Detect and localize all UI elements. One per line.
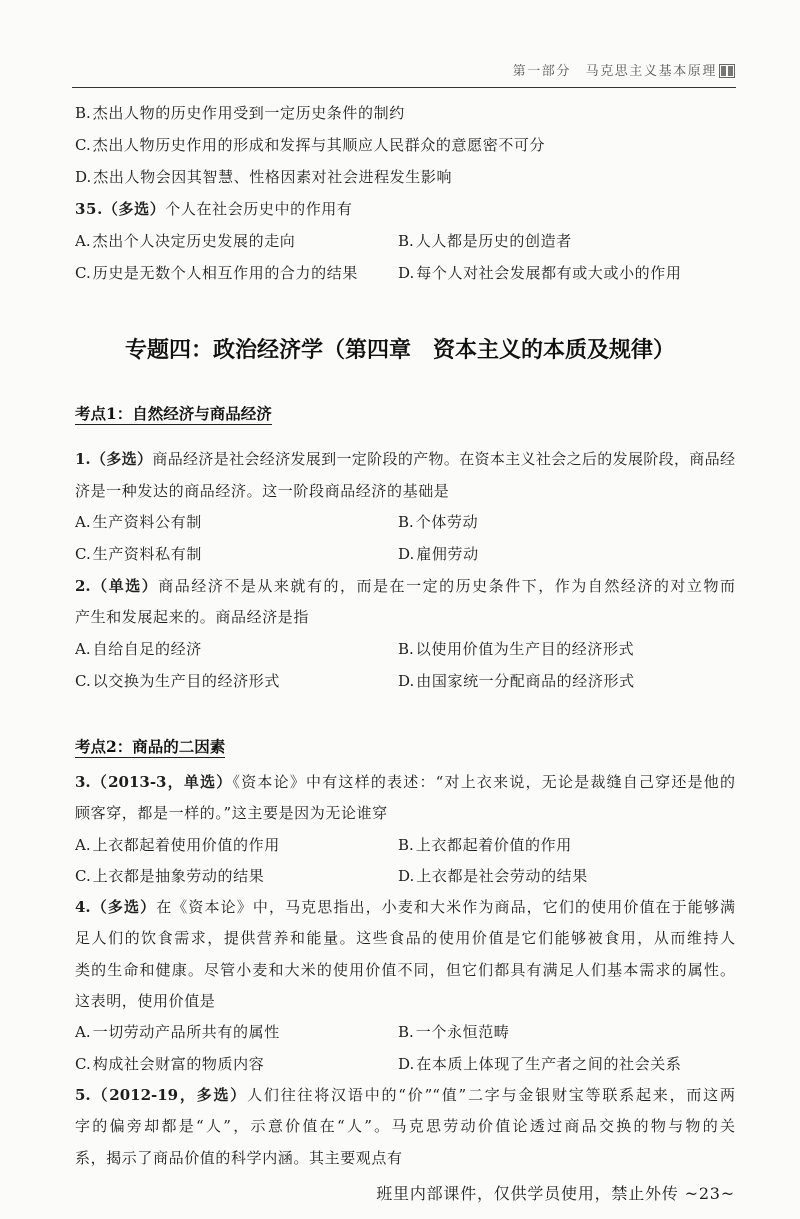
question-prefix: 4.（多选） bbox=[75, 898, 157, 917]
question-5-stem bbox=[75, 1080, 735, 1111]
option-label: C. bbox=[75, 264, 91, 282]
option-text: 以使用价值为生产目的经济形式 bbox=[415, 640, 635, 659]
option-label: B. bbox=[398, 1023, 414, 1042]
option-text: 杰出人物的历史作用受到一定历史条件的制约 bbox=[92, 104, 405, 122]
option-line bbox=[75, 129, 735, 161]
option-text: 一切劳动产品所共有的属性 bbox=[92, 1023, 280, 1042]
question-4-stem-cont bbox=[75, 986, 735, 1017]
option-a bbox=[75, 225, 398, 257]
book-icon bbox=[719, 64, 735, 78]
question-stem-text: 《资本论》中有这样的表述：“对上衣来说，无论是裁缝自己穿还是他的 bbox=[232, 773, 735, 791]
option-text: 上衣都起着使用价值的作用 bbox=[92, 835, 280, 854]
option-text: 雇佣劳动 bbox=[416, 545, 479, 564]
option-label: A. bbox=[75, 1023, 91, 1042]
option-label: C. bbox=[75, 866, 91, 885]
topic-2-title bbox=[75, 732, 225, 762]
question-2-stem-cont bbox=[75, 602, 735, 634]
question-stem-text: 系，揭示了商品价值的科学内涵。其主要观点有 bbox=[75, 1148, 403, 1167]
option-row bbox=[75, 225, 735, 257]
option-label: D. bbox=[398, 264, 415, 282]
option-line bbox=[75, 161, 735, 193]
option-row bbox=[75, 539, 735, 571]
option-label: A. bbox=[75, 232, 91, 250]
option-c bbox=[75, 257, 398, 289]
topic-1-questions bbox=[75, 444, 735, 698]
option-row bbox=[75, 1017, 735, 1048]
question-prefix: 5.（2012-19，多选） bbox=[75, 1085, 248, 1104]
option-a bbox=[75, 507, 398, 539]
option-label: A. bbox=[75, 835, 91, 854]
option-label: A. bbox=[75, 513, 91, 532]
question-stem-text: 顾客穿，都是一样的。”这主要是因为无论谁穿 bbox=[75, 804, 388, 823]
question-1-stem-cont bbox=[75, 476, 735, 508]
option-label: A. bbox=[75, 640, 91, 659]
question-stem-text: 足人们的饮食需求，提供营养和能量。这些食品的使用价值是它们能够被食用，从而维持人 bbox=[75, 929, 735, 948]
option-row bbox=[75, 861, 735, 892]
topic-2-questions bbox=[75, 767, 735, 1174]
option-text: 每个人对社会发展都有或大或小的作用 bbox=[416, 264, 682, 282]
option-b bbox=[398, 225, 735, 257]
option-label: B. bbox=[398, 835, 414, 854]
page-number: ~23~ bbox=[684, 1184, 735, 1203]
option-d bbox=[398, 861, 735, 892]
question-prefix: 1.（多选） bbox=[75, 450, 153, 468]
option-a bbox=[75, 830, 398, 861]
option-c bbox=[75, 1049, 398, 1080]
question-stem-text: 在《资本论》中，马克思指出，小麦和大米作为商品，它们的使用价值在于能够满 bbox=[156, 898, 735, 917]
question-stem-text: 个人在社会历史中的作用有 bbox=[165, 200, 353, 218]
question-1-stem bbox=[75, 444, 735, 476]
option-text: 生产资料公有制 bbox=[92, 513, 202, 532]
option-label: D. bbox=[398, 866, 415, 885]
topic-1-title bbox=[75, 399, 272, 429]
option-label: C. bbox=[75, 671, 91, 690]
option-label: B. bbox=[398, 232, 414, 250]
option-text: 杰出人物会因其智慧、性格因素对社会进程发生影响 bbox=[93, 168, 453, 186]
option-row bbox=[75, 507, 735, 539]
option-label: C. bbox=[75, 136, 91, 154]
footer-notice: 班里内部课件，仅供学员使用，禁止外传 bbox=[376, 1184, 679, 1203]
question-stem-text: 类的生命和健康。尽管小麦和大米的使用价值不同，但它们都具有满足人们基本需求的属性。 bbox=[75, 960, 735, 979]
question-stem-text: 商品经济是社会经济发展到一定阶段的产物。在资本主义社会之后的发展阶段，商品经 bbox=[152, 450, 735, 468]
option-row bbox=[75, 830, 735, 861]
option-row bbox=[75, 257, 735, 289]
option-label: B. bbox=[398, 640, 414, 659]
question-prefix: 3.（2013-3，单选） bbox=[75, 773, 233, 791]
option-row bbox=[75, 1049, 735, 1080]
option-a bbox=[75, 1017, 398, 1048]
option-b bbox=[398, 507, 735, 539]
option-text: 由国家统一分配商品的经济形式 bbox=[416, 671, 635, 690]
option-b bbox=[398, 830, 735, 861]
question-stem-text: 人们往往将汉语中的“价”“值”二字与金银财宝等联系起来，而这两 bbox=[247, 1085, 735, 1104]
option-c bbox=[75, 861, 398, 892]
option-text: 人人都是历史的创造者 bbox=[415, 232, 572, 250]
option-label: D. bbox=[398, 1054, 415, 1073]
option-label: D. bbox=[398, 671, 415, 690]
option-text: 上衣都是社会劳动的结果 bbox=[416, 866, 588, 885]
question-stem-text: 字的偏旁却都是“人”，示意价值在“人”。马克思劳动价值论透过商品交换的物与物的关 bbox=[75, 1117, 735, 1136]
question-stem-text: 产生和发展起来的。商品经济是指 bbox=[75, 608, 310, 627]
option-label: C. bbox=[75, 545, 91, 564]
question-3-stem bbox=[75, 767, 735, 798]
question-stem-text: 商品经济不是从来就有的，而是在一定的历史条件下，作为自然经济的对立物而 bbox=[158, 576, 735, 595]
option-text: 在本质上体现了生产者之间的社会关系 bbox=[416, 1054, 682, 1073]
option-label: B. bbox=[398, 513, 414, 532]
question-stem-text: 济是一种发达的商品经济。这一阶段商品经济的基础是 bbox=[75, 481, 450, 500]
question-5-stem-cont bbox=[75, 1143, 735, 1174]
question-4-stem-cont bbox=[75, 923, 735, 954]
option-d bbox=[398, 539, 735, 571]
question-35-stem bbox=[75, 193, 735, 225]
option-line bbox=[75, 97, 735, 129]
previous-questions-block bbox=[75, 97, 735, 289]
option-b bbox=[398, 1017, 735, 1048]
option-text: 自给自足的经济 bbox=[92, 640, 202, 659]
topic-title-text: 考点2：商品的二因素 bbox=[75, 737, 226, 756]
question-stem-text: 这表明，使用价值是 bbox=[75, 992, 216, 1011]
option-text: 构成社会财富的物质内容 bbox=[92, 1054, 265, 1073]
question-2-stem bbox=[75, 571, 735, 603]
question-4-stem bbox=[75, 892, 735, 923]
option-text: 以交换为生产目的经济形式 bbox=[92, 671, 280, 690]
header-rule bbox=[72, 87, 736, 88]
option-d bbox=[398, 257, 735, 289]
option-label: D. bbox=[398, 545, 415, 564]
part-title: 第一部分 马克思主义基本原理 bbox=[512, 64, 717, 79]
option-a bbox=[75, 634, 398, 666]
option-text: 上衣都是抽象劳动的结果 bbox=[92, 866, 265, 885]
topic-title-text: 考点1：自然经济与商品经济 bbox=[75, 404, 272, 423]
option-d bbox=[398, 666, 735, 698]
option-text: 历史是无数个人相互作用的合力的结果 bbox=[92, 264, 358, 282]
option-text: 个体劳动 bbox=[415, 513, 479, 532]
option-row bbox=[75, 666, 735, 698]
option-text: 杰出个人决定历史发展的走向 bbox=[92, 232, 296, 250]
option-b bbox=[398, 634, 735, 666]
option-text: 一个永恒范畴 bbox=[415, 1023, 510, 1042]
question-3-stem-cont bbox=[75, 798, 735, 829]
option-d bbox=[398, 1049, 735, 1080]
option-label: C. bbox=[75, 1054, 91, 1073]
option-c bbox=[75, 539, 398, 571]
option-text: 上衣都起着价值的作用 bbox=[415, 835, 572, 854]
option-label: D. bbox=[75, 168, 92, 186]
question-prefix: 35.（多选） bbox=[75, 200, 166, 218]
option-text: 杰出人物历史作用的形成和发挥与其顺应人民群众的意愿密不可分 bbox=[92, 136, 546, 154]
option-label: B. bbox=[75, 104, 91, 122]
section-title: 专题四：政治经济学（第四章 资本主义的本质及规律） bbox=[124, 337, 675, 363]
running-header bbox=[513, 60, 735, 84]
question-4-stem-cont bbox=[75, 955, 735, 986]
question-5-stem-cont bbox=[75, 1111, 735, 1142]
page-footer bbox=[376, 1180, 735, 1208]
option-row bbox=[75, 634, 735, 666]
option-c bbox=[75, 666, 398, 698]
question-prefix: 2.（单选） bbox=[75, 576, 159, 595]
option-text: 生产资料私有制 bbox=[92, 545, 202, 564]
